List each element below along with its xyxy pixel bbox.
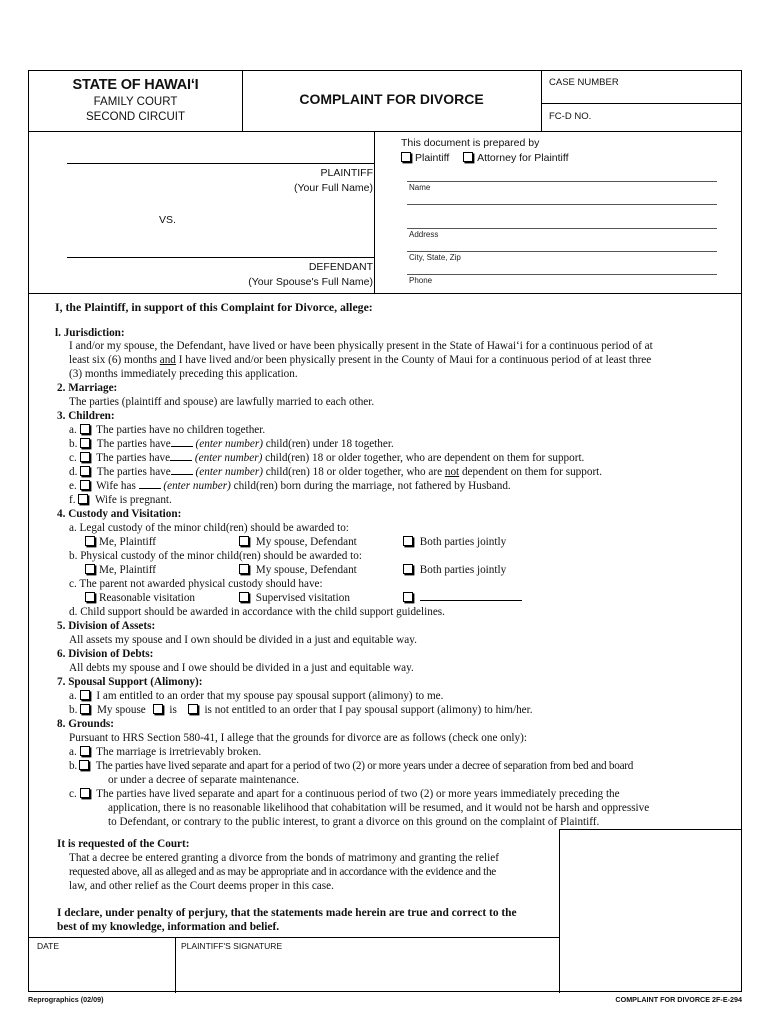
children-option-d: d. The parties have (enter number) child(ren) 18 or older together, who are not dependent on them for support. [69,466,603,478]
attorney-checkbox[interactable] [463,152,473,162]
parties-bottom-rule [29,293,741,294]
declaration-line-1: I declare, under penalty of perjury, that the statements made herein are true and correct to the [57,907,517,919]
preparer-name-line[interactable] [407,181,717,182]
children-option-f: f. Wife is pregnant. [69,494,172,506]
signature-field[interactable] [176,951,558,991]
court-name: FAMILY COURT [93,96,178,108]
section-children-title: 3. Children: [57,410,115,422]
children-option-c: c. The parties have (enter number) child(ren) 18 or older together, who are dependent on them for support. [69,452,585,464]
other-visitation-field[interactable] [420,600,522,601]
request-line-2: requested above, all as alleged and as may be appropriate and in accordance with the evidence and the [69,866,496,878]
request-line-1: That a decree be entered granting a divorce from the bonds of matrimony and granting the relief [69,852,499,864]
defendant-hint: (Your Spouse's Full Name) [248,276,373,288]
children-b-count[interactable] [171,446,193,447]
prepared-by-options [401,152,569,164]
grounds-option-c-cont-2: to Defendant, or contrary to the public interest, to grant a divorce on this ground on the complaint of Plaintiff. [108,816,600,828]
footer-reprographics: Reprographics (02/09) [28,995,104,1004]
plaintiff-checkbox[interactable] [401,152,411,162]
parties-divider [374,131,375,293]
legal-custody-opt-spouse: My spouse, Defendant [239,536,357,550]
grounds-option-c: c. The parties have lived separate and apart for a continuous period of two (2) or more years immediately preceding the [69,788,620,800]
section-jurisdiction-title: l. Jurisdiction: [55,327,125,339]
jurisdiction-line-1: I and/or my spouse, the Defendant, have lived or have been physically present in the State of Hawaiʻi for a continuous period of at [69,340,653,352]
children-option-a: a. The parties have no children together. [69,424,266,436]
preparer-name-label: Name [409,183,431,192]
alimony-is-checkbox[interactable] [153,704,163,714]
marriage-line-1: The parties (plaintiff and spouse) are lawfully married to each other. [69,396,375,408]
section-debts-title: 6. Division of Debts: [57,648,154,660]
request-title: It is requested of the Court: [57,838,190,850]
legal-me-checkbox[interactable] [85,536,95,546]
alimony-a-checkbox[interactable] [80,690,90,700]
case-number-label: CASE NUMBER [549,77,619,88]
grounds-b-checkbox[interactable] [79,760,89,770]
date-field[interactable] [29,951,175,991]
preparer-address-label: Address [409,230,439,239]
legal-custody-opt-me: Me, Plaintiff [85,536,156,550]
legal-spouse-checkbox[interactable] [239,536,249,546]
physical-me-checkbox[interactable] [85,564,95,574]
debts-line-1: All debts my spouse and I owe should be divided in a just and equitable way. [69,662,414,674]
children-e-checkbox[interactable] [80,480,90,490]
preparer-phone-line[interactable] [407,274,717,275]
children-c-count[interactable] [170,460,192,461]
section-custody-title: 4. Custody and Visitation: [57,508,182,520]
grounds-option-b: b. The parties have lived separate and apart for a period of two (2) or more years under a decree of separation from bed and board [69,760,634,772]
plaintiff-label: PLAINTIFF [320,167,373,179]
physical-spouse-checkbox[interactable] [239,564,249,574]
children-d-checkbox[interactable] [80,466,90,476]
preparer-phone-label: Phone [409,276,433,285]
visitation-opt-supervised: Supervised visitation [239,592,350,606]
children-e-count[interactable] [139,488,161,489]
plaintiff-hint: (Your Full Name) [294,182,373,194]
state-name: STATE OF HAWAIʻI [72,77,199,93]
fcd-number-label: FC-D NO. [549,111,592,122]
prepared-by-label: This document is prepared by [401,137,540,149]
case-number-rule [541,103,741,104]
case-number-field[interactable] [541,89,741,103]
plaintiff-name-line[interactable] [67,163,374,164]
legal-both-checkbox[interactable] [403,536,413,546]
document-title: COMPLAINT FOR DIVORCE [299,91,484,107]
defendant-name-line[interactable] [67,257,374,258]
supervised-visitation-checkbox[interactable] [239,592,249,602]
alimony-option-b: b. My spouse is is not entitled to an order that I pay spousal support (alimony) to him/her. [69,704,533,716]
attorney-option-label: Attorney for Plaintiff [477,152,569,164]
children-c-checkbox[interactable] [80,452,90,462]
children-f-checkbox[interactable] [78,494,88,504]
grounds-line-1: Pursuant to HRS Section 580-41, I allege that the grounds for divorce are as follows (check one only): [69,732,527,744]
versus-label: VS. [159,214,176,226]
preparer-city-label: City, State, Zip [409,253,461,262]
physical-custody-text: b. Physical custody of the minor child(ren) should be awarded to: [69,550,362,562]
other-visitation-checkbox[interactable] [403,592,413,602]
grounds-a-checkbox[interactable] [80,746,90,756]
physical-custody-opt-both: Both parties jointly [403,564,506,578]
child-support-text: d. Child support should be awarded in accordance with the child support guidelines. [69,606,445,618]
legal-custody-opt-both: Both parties jointly [403,536,506,550]
alimony-option-a: a. I am entitled to an order that my spouse pay spousal support (alimony) to me. [69,690,444,702]
section-alimony-title: 7. Spousal Support (Alimony): [57,676,203,688]
grounds-option-b-cont: or under a decree of separate maintenance. [108,774,300,786]
physical-custody-opt-spouse: My spouse, Defendant [239,564,357,578]
date-label: DATE [37,941,60,951]
alimony-b-checkbox[interactable] [80,704,90,714]
request-line-3: law, and other relief as the Court deems proper in this case. [69,880,334,892]
reasonable-visitation-checkbox[interactable] [85,592,95,602]
visitation-text: c. The parent not awarded physical custody should have: [69,578,323,590]
declaration-line-2: best of my knowledge, information and belief. [57,921,280,933]
legal-custody-text: a. Legal custody of the minor child(ren) should be awarded to: [69,522,349,534]
court-seal-area [560,830,741,992]
physical-custody-opt-me: Me, Plaintiff [85,564,156,578]
grounds-option-a: a. The marriage is irretrievably broken. [69,746,262,758]
signature-row-top [29,937,559,938]
assets-line-1: All assets my spouse and I own should be divided in a just and equitable way. [69,634,417,646]
children-d-count[interactable] [171,474,193,475]
signature-label: PLAINTIFF'S SIGNATURE [181,941,283,951]
children-b-checkbox[interactable] [80,438,90,448]
section-grounds-title: 8. Grounds: [57,718,114,730]
plaintiff-option-label: Plaintiff [415,152,450,164]
jurisdiction-line-2: least six (6) months and I have lived and/or been physically present in the County of Maui for a continuous period of at least three [69,354,652,366]
grounds-option-c-cont-1: application, there is no reasonable likelihood that cohabitation will be resumed, and it would not be harsh and oppressive [108,802,650,814]
header-bottom-rule [29,131,741,132]
children-option-e: e. Wife has (enter number) child(ren) born during the marriage, not fathered by Husband. [69,480,511,492]
preparer-extra-line[interactable] [407,204,717,205]
defendant-label: DEFENDANT [308,261,373,273]
complaint-form [28,70,742,992]
footer-form-id: COMPLAINT FOR DIVORCE 2F-E-294 [615,995,742,1004]
children-option-b: b. The parties have (enter number) child(ren) under 18 together. [69,438,394,450]
preparer-address-line[interactable] [407,228,717,229]
grounds-c-checkbox[interactable] [80,788,90,798]
visitation-opt-other [403,592,522,606]
alimony-is-not-checkbox[interactable] [188,704,198,714]
physical-both-checkbox[interactable] [403,564,413,574]
jurisdiction-line-3: (3) months immediately preceding this application. [69,368,298,380]
circuit-name: SECOND CIRCUIT [85,111,186,123]
preparer-city-line[interactable] [407,251,717,252]
section-assets-title: 5. Division of Assets: [57,620,156,632]
section-marriage-title: 2. Marriage: [57,382,118,394]
intro-statement: I, the Plaintiff, in support of this Complaint for Divorce, allege: [55,300,373,314]
children-a-checkbox[interactable] [80,424,90,434]
visitation-opt-reasonable: Reasonable visitation [85,592,195,606]
